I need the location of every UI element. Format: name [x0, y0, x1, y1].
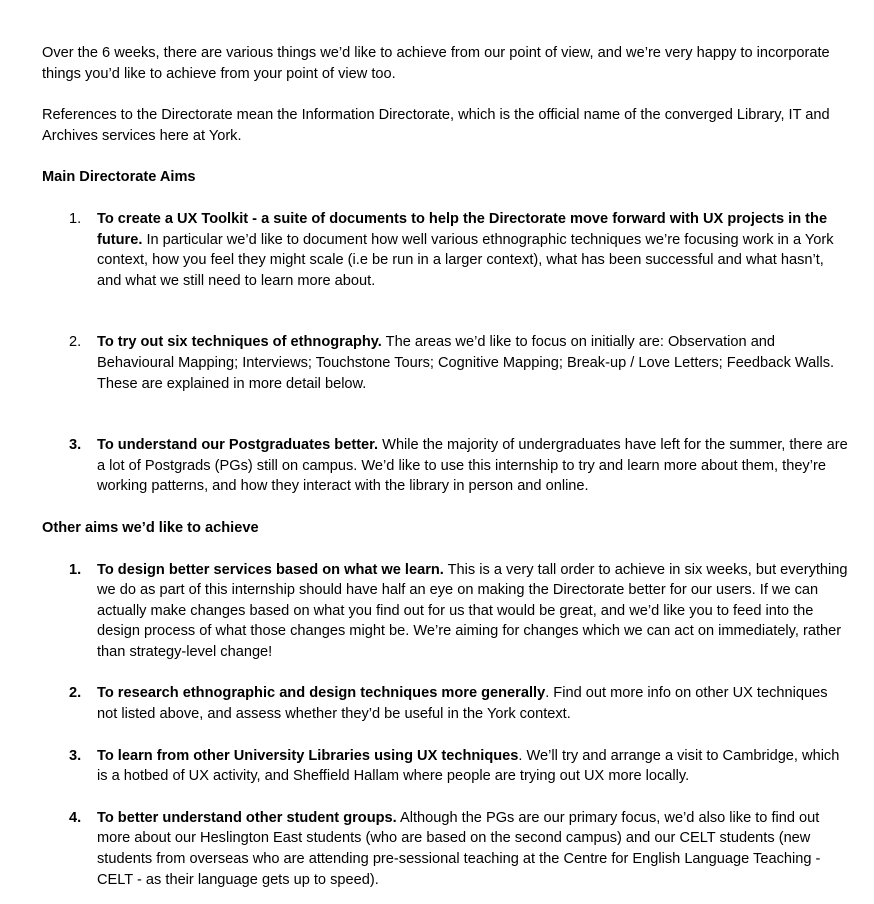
main-aims-heading: Main Directorate Aims: [42, 169, 196, 186]
list-item-lead: To research ethnographic and design techniques more generally: [97, 685, 546, 702]
list-item-body: . Find out more info on other UX techniques not listed above, and assess whether they’d be useful in the York context.: [97, 685, 828, 723]
main-aims-list: [42, 209, 848, 497]
list-item-number: 3.: [69, 437, 82, 454]
intro-paragraph-2: References to the Directorate mean the Information Directorate, which is the official name of the converged Library, IT and Archives services here at York.: [42, 107, 830, 144]
list-item-lead: To learn from other University Libraries using UX techniques: [97, 747, 519, 764]
list-item-number: 4.: [69, 809, 82, 826]
list-item-body: In particular we’d like to document how well various ethnographic techniques we’re focusing work in a York context, how you feel they might scale (i.e be run in a larger context), what has been successful and what hasn’t, and what we still need to learn more about.: [97, 231, 834, 289]
other-aims-heading: Other aims we’d like to achieve: [42, 519, 259, 536]
list-item-number: 3.: [69, 747, 82, 764]
list-item: [42, 560, 848, 663]
list-item: [42, 435, 848, 497]
list-item: [42, 683, 848, 724]
list-item-lead: To try out six techniques of ethnography.: [97, 334, 382, 351]
list-item: [42, 209, 848, 291]
list-item-number: 2.: [69, 685, 82, 702]
list-item-body: This is a very tall order to achieve in six weeks, but everything we do as part of this internship should have half an eye on making the Directorate better for our users. If we can actually make changes based on what you find out for us that would be great, and we’d like you to feed into the design process of what those changes might be. We’re aiming for changes which we can act on immediately, rather than strategy-level change!: [97, 561, 848, 660]
list-item-number: 2.: [69, 334, 82, 351]
list-item-body: . We’ll try and arrange a visit to Cambridge, which is a hotbed of UX activity, and Sheffield Hallam where people are trying out UX more locally.: [97, 747, 840, 785]
other-aims-list: [42, 560, 848, 891]
list-item-lead: To understand our Postgraduates better.: [97, 437, 379, 454]
list-item: [42, 746, 848, 787]
document-page: [42, 43, 848, 890]
list-item: [42, 332, 848, 394]
list-item-number: 1.: [69, 561, 82, 578]
list-item-number: 1.: [69, 210, 82, 227]
list-item-body: The areas we’d like to focus on initially are: Observation and Behavioural Mapping; Interviews; Touchstone Tours; Cognitive Mapping; Break-up / Love Letters; Feedback Walls. These are explained in more detail below.: [97, 334, 835, 392]
list-item-body: Although the PGs are our primary focus, we’d also like to find out more about our Heslington East students (who are based on the second campus) and our CELT students (new students from overseas who are attending pre-sessional teaching at the Centre for English Language Teaching - CELT - as their language gets up to speed).: [97, 809, 821, 888]
list-item: [42, 808, 848, 890]
list-item-lead: To better understand other student groups.: [97, 809, 397, 826]
intro-paragraph-1: Over the 6 weeks, there are various things we’d like to achieve from our point of view, and we’re very happy to incorporate things you’d like to achieve from your point of view too.: [42, 45, 830, 82]
list-item-body: While the majority of undergraduates have left for the summer, there are a lot of Postgrads (PGs) still on campus. We’d like to use this internship to try and learn more about them, they’re working patterns, and how they interact with the library in person and online.: [97, 437, 848, 495]
list-item-lead: To create a UX Toolkit - a suite of documents to help the Directorate move forward with UX projects in the future.: [97, 210, 828, 248]
list-item-lead: To design better services based on what we learn.: [97, 561, 444, 578]
